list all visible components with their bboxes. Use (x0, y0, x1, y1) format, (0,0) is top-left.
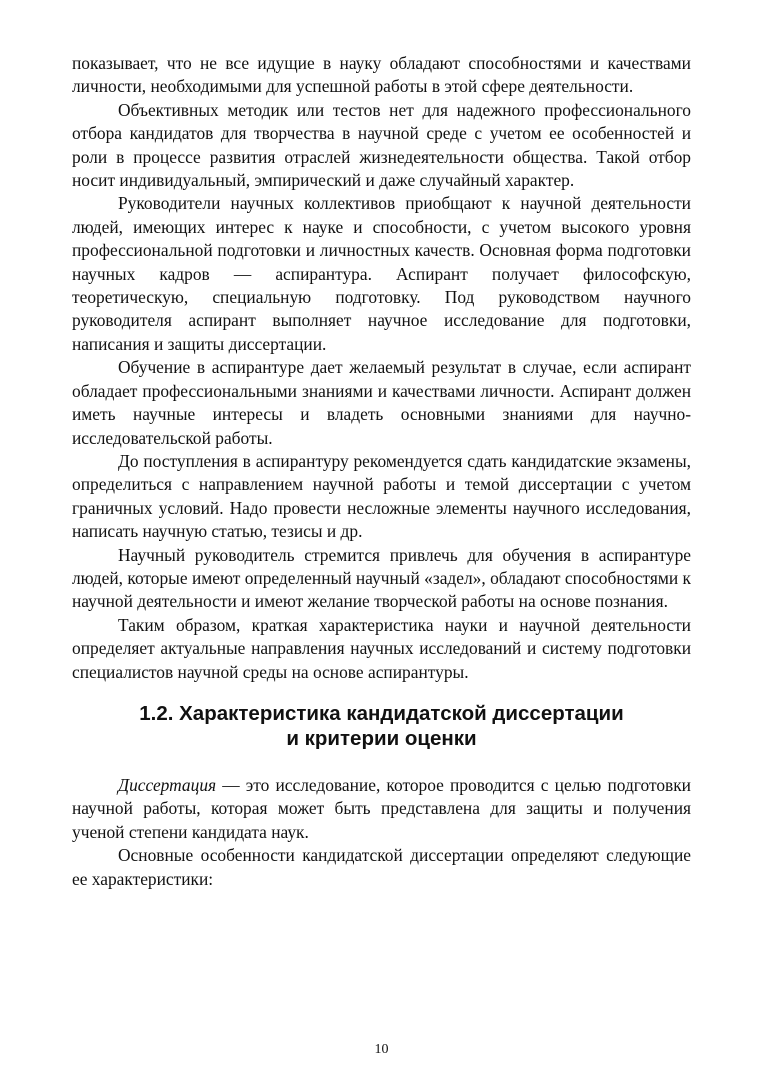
paragraph-summary: Таким образом, краткая характеристика науки и научной деятельности определяет актуальные направления научных исследований и систему подготовки специалистов научной среды на основе аспирантуры. (72, 614, 691, 682)
paragraph-definition (72, 774, 691, 844)
section-heading (72, 701, 691, 752)
paragraph-postgraduate-training: Обучение в аспирантуре дает желаемый результат в случае, если аспирант обладает профессиональными знаниями и качествами личности. Аспирант должен иметь научные интересы и владеть основными знаниями для научно-исследовательской работы. (72, 357, 691, 448)
paragraph-selection-methods: Объективных методик или тестов нет для надежного профессионального отбора кандидатов для творчества в научной среде с учетом ее особенностей и роли в процессе развития отраслей жизнедеятельности общества. Такой отбор носит индивидуальный, эмпирический и даже случайный характер. (72, 99, 691, 191)
section-heading-line-2: и критерии оценки (286, 727, 477, 751)
definition-term: Диссертация (118, 774, 217, 795)
paragraph-before-admission: До поступления в аспирантуру рекомендуется сдать кандидатские экзамены, определиться с направлением научной работы и темой диссертации с учетом граничных условий. Надо провести несложные элементы научного исследования, написать научную статью, тезисы и др. (72, 450, 691, 542)
paragraph-research-leaders: Руководители научных коллективов приобщают к научной деятельности людей, имеющих интерес к науке и способности, с учетом высокого уровня профессиональной подготовки и личностных качеств. Основная форма подготовки научных кадров — аспирантура. Аспирант получает философскую, теоретическую, специальную подготовку. Под руководством научного руководителя аспирант выполняет научное исследование для подготовки, написания и защиты диссертации. (72, 193, 691, 354)
paragraph-continuation: показывает, что не все идущие в науку обладают способностями и качествами личности, необходимыми для успешной работы в этой сфере деятельности. (72, 53, 691, 97)
paragraph-scientific-supervisor: Научный руководитель стремится привлечь для обучения в аспирантуре людей, которые имеют определенный научный «задел», обладают способностями к научной деятельности и имеют желание творческой работы на основе познания. (72, 544, 691, 612)
paragraph-characteristics-intro: Основные особенности кандидатской диссертации определяют следующие ее характеристики: (72, 845, 691, 889)
page-number: 10 (374, 1042, 389, 1057)
page-body (72, 52, 691, 891)
section-heading-line-1: 1.2. Характеристика кандидатской диссертации (139, 701, 624, 725)
definition-text: — это исследование, которое проводится с целью подготовки научной работы, которая может быть представлена для защиты и получения ученой степени кандидата наук. (72, 774, 691, 842)
